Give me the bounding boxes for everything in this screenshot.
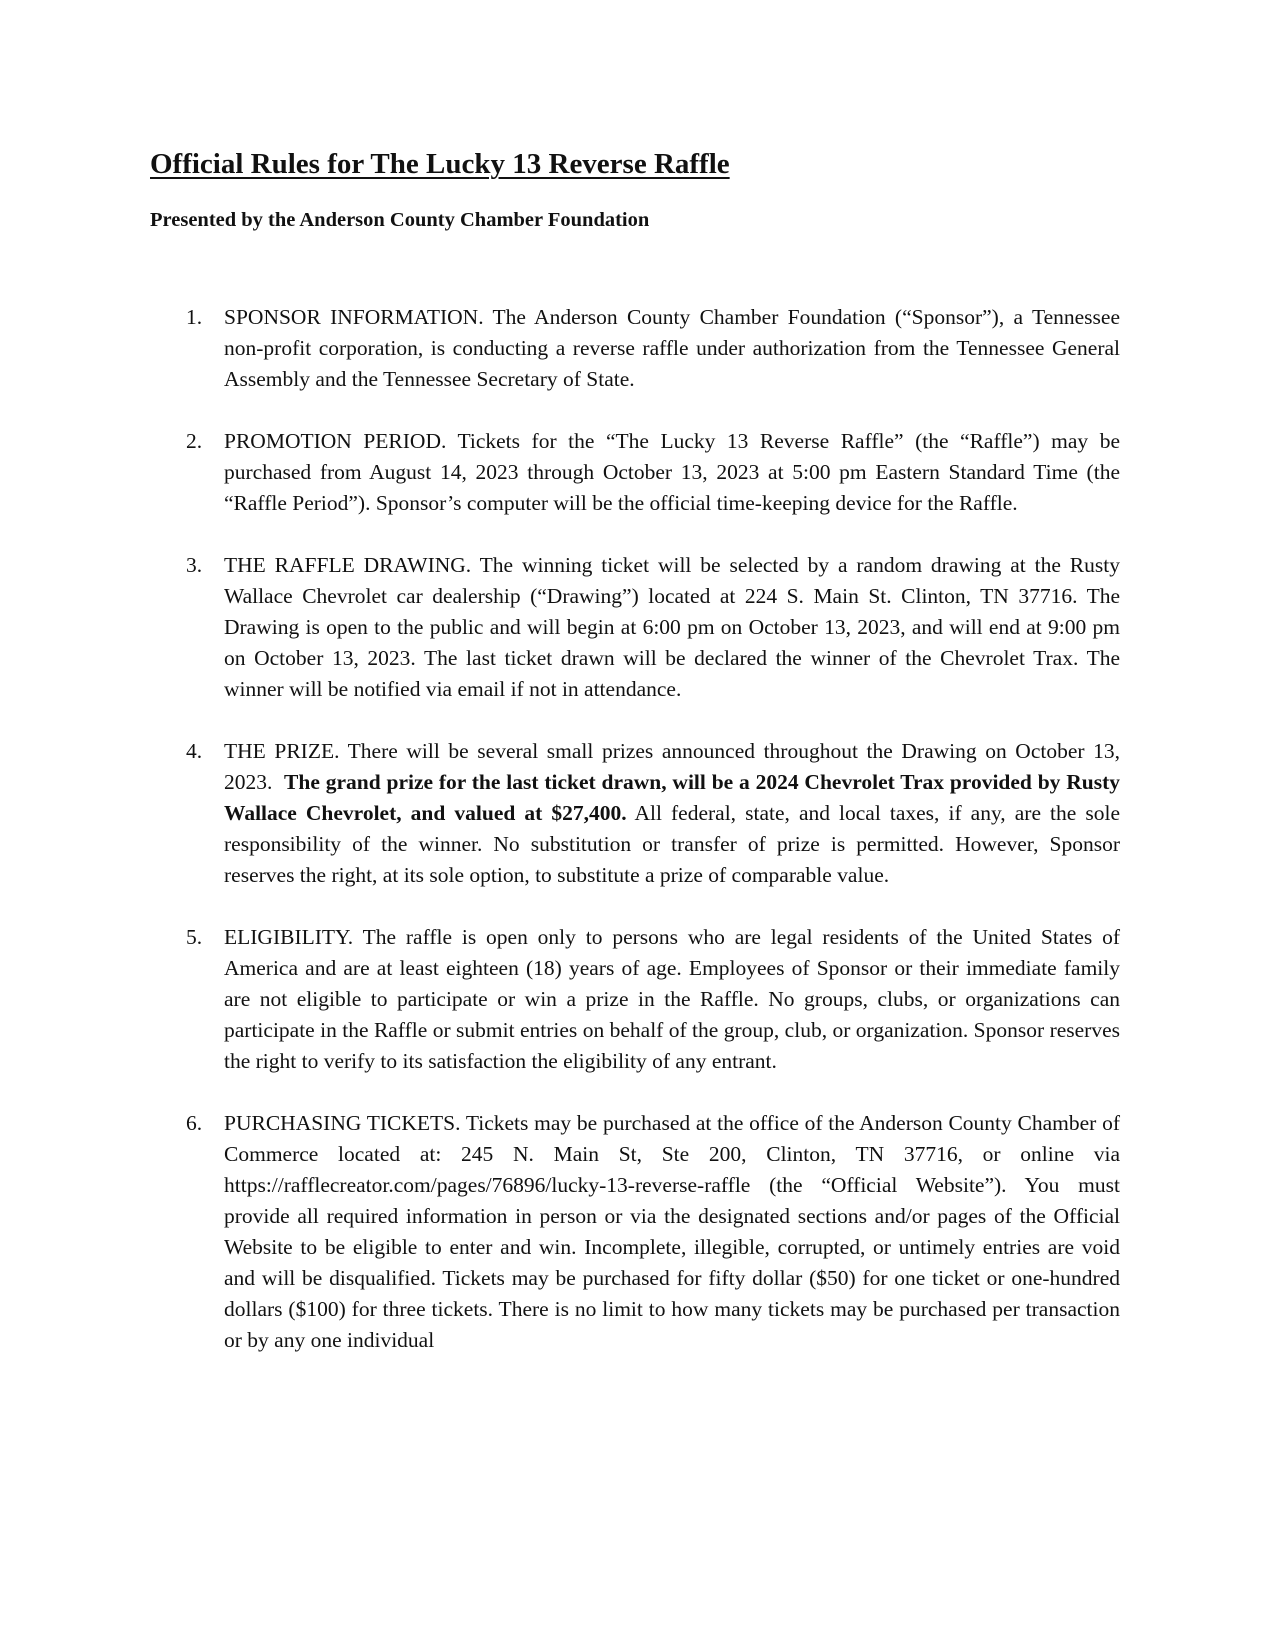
rule-text: THE RAFFLE DRAWING. The winning ticket will be selected by a random drawing at the Rusty Wallace Chevrolet car dealership (“Drawing”) located at 224 S. Main St. Clinton, TN 37716. The Drawing is open to the public and will begin at 6:00 pm on October 13, 2023, and will end at 9:00 pm on October 13, 2023. The last ticket drawn will be declared the winner of the Chevrolet Trax. The winner will be notified via email if not in attendance. [224,553,1120,701]
rule-item-promotion-period [150,426,1120,519]
rule-number: 6. [186,1111,203,1135]
rule-number: 4. [186,739,203,763]
rule-item-purchasing-tickets [150,1108,1120,1356]
rule-text-tail: All federal, state, and local taxes, if any, are the sole responsibility of the winner. No substitution or transfer of prize is permitted. However, Sponsor reserves the right, at its sole option, to substitute a prize of comparable value. [224,801,1120,887]
document-title: Official Rules for The Lucky 13 Reverse Raffle [150,148,730,180]
rule-number: 3. [186,553,203,577]
rule-item-eligibility [150,922,1120,1077]
rule-number: 2. [186,429,203,453]
rule-item-prize [150,736,1120,891]
rule-item-sponsor-information [150,302,1120,395]
document-subtitle: Presented by the Anderson County Chamber Foundation [150,209,650,231]
rule-text: SPONSOR INFORMATION. The Anderson County Chamber Foundation (“Sponsor”), a Tennessee non-profit corporation, is conducting a reverse raffle under authorization from the Tennessee General Assembly and the Tennessee Secretary of State. [224,305,1120,391]
rule-number: 1. [186,305,203,329]
rule-text: PURCHASING TICKETS. Tickets may be purchased at the office of the Anderson County Chamber of Commerce located at: 245 N. Main St, Ste 200, Clinton, TN 37716, or online via https://rafflecreator.com/pages/76896/lucky-13-reverse-raffle (the “Official Website”). You must provide all required information in person or via the designated sections and/or pages of the Official Website to be eligible to enter and win. Incomplete, illegible, corrupted, or untimely entries are void and will be disqualified. Tickets may be purchased for fifty dollar ($50) for one ticket or one-hundred dollars ($100) for three tickets. There is no limit to how many tickets may be purchased per transaction or by any one individual [224,1111,1120,1352]
grand-prize-statement: The grand prize for the last ticket drawn, will be a 2024 Chevrolet Trax provided by Rusty Wallace Chevrolet, and valued at $27,400. [224,770,1120,825]
rule-text: ELIGIBILITY. The raffle is open only to persons who are legal residents of the United States of America and are at least eighteen (18) years of age. Employees of Sponsor or their immediate family are not eligible to participate or win a prize in the Raffle. No groups, clubs, or organizations can participate in the Raffle or submit entries on behalf of the group, club, or organization. Sponsor reserves the right to verify to its satisfaction the eligibility of any entrant. [224,925,1120,1073]
rule-text-lead: THE PRIZE. There will be several small prizes announced throughout the Drawing on October 13, 2023. [224,739,1120,794]
rule-text: PROMOTION PERIOD. Tickets for the “The Lucky 13 Reverse Raffle” (the “Raffle”) may be purchased from August 14, 2023 through October 13, 2023 at 5:00 pm Eastern Standard Time (the “Raffle Period”). Sponsor’s computer will be the official time-keeping device for the Raffle. [224,429,1120,515]
rule-item-raffle-drawing [150,550,1120,705]
rule-number: 5. [186,925,203,949]
rules-list [150,302,1120,1356]
